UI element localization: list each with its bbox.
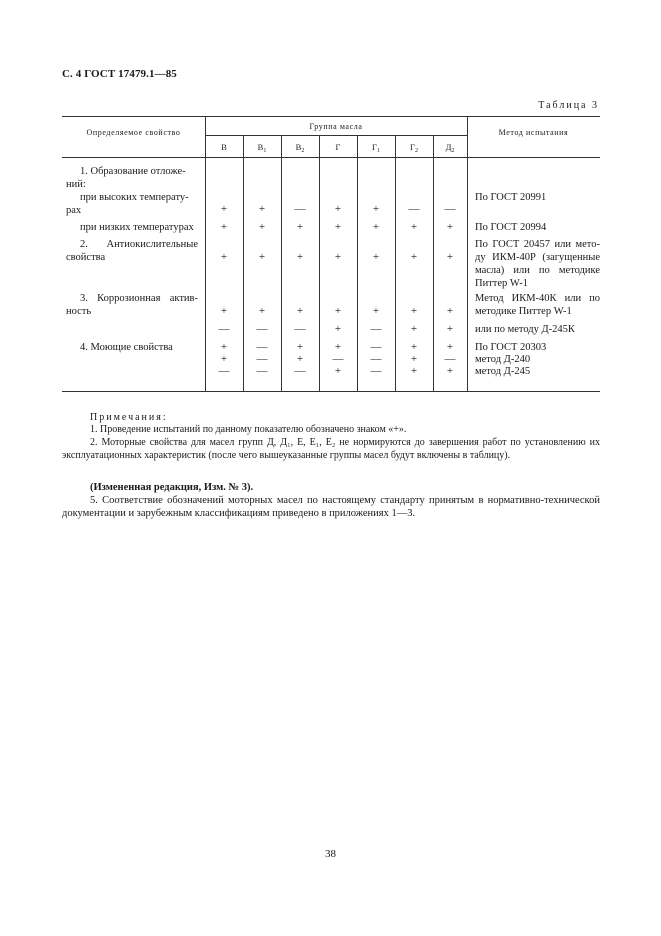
mark-wash_3-col-2: — [256,365,268,377]
page-header: С. 4 ГОСТ 17479.1—85 [62,68,177,80]
method-antiox-line-2: ду ИКМ-40Р (загущенные [475,252,600,263]
mark-wash_2-col-2: — [256,353,268,365]
mark-wash_2-col-1: + [220,353,228,365]
mark-corr_1-col-1: + [220,305,228,317]
mark-wash_3-col-4: + [334,365,342,377]
method-washing-3: метод Д-245 [475,366,531,377]
mark-corr_2-col-1: — [218,323,230,335]
revision-note: (Измененная редакция, Изм. № 3). [90,482,254,493]
mark-antiox-col-5: + [372,251,380,263]
mark-corr_1-col-5: + [372,305,380,317]
mark-corr_1-col-4: + [334,305,342,317]
mark-high_temp-col-1: + [220,203,228,215]
table-top-rule [62,116,600,117]
mark-wash_3-col-5: — [370,365,382,377]
mark-antiox-col-4: + [334,251,342,263]
mark-wash_2-col-7: — [444,353,456,365]
note-2: 2. Моторные свойства для масел групп Д, Д₁, Е, Е₁, Е₂ не нормируются до завершения работ по установлению их эксплуатационных характеристик (после чего вышеуказанные группы масел будут включены в таблицу). [62,437,600,461]
mark-corr_1-col-2: + [258,305,266,317]
method-corrosion-line-1: Метод ИКМ-40К или по [475,293,600,304]
mark-wash_1-col-7: + [446,341,454,353]
row-title-antiox-b: свойства [66,252,106,263]
method-low-temp: По ГОСТ 20994 [475,222,547,233]
mark-low_temp-col-5: + [372,221,380,233]
mark-wash_2-col-5: — [370,353,382,365]
row-title-corrosion-b: ность [66,306,92,317]
mark-corr_2-col-4: + [334,323,342,335]
mark-low_temp-col-6: + [410,221,418,233]
page-number: 38 [325,848,336,860]
mark-low_temp-col-4: + [334,221,342,233]
row-sub-low-temp: при низких температурах [80,222,194,233]
mark-wash_2-col-6: + [410,353,418,365]
mark-antiox-col-3: + [296,251,304,263]
mark-wash_1-col-5: — [370,341,382,353]
column-header-method: Метод испытания [498,128,569,137]
method-antiox-line-4: Питтер W-1 [475,278,528,289]
row-sub-high-temp-a: при высоких температу- [80,192,189,203]
note-1: 1. Проведение испытаний по данному показателю обозначено знаком «+». [90,424,407,435]
mark-high_temp-col-7: — [444,203,456,215]
mark-low_temp-col-7: + [446,221,454,233]
mark-wash_1-col-2: — [256,341,268,353]
mark-corr_2-col-7: + [446,323,454,335]
row-title-corrosion-a: 3. Коррозионная актив- [80,293,198,304]
group-header-g2: $Г_2$ [410,142,418,154]
row-title-deposits-a: 1. Образование отложе- [80,166,186,177]
mark-high_temp-col-2: + [258,203,266,215]
group-header-v: В [221,142,227,152]
table-bottom-rule [62,391,600,392]
mark-wash_1-col-1: + [220,341,228,353]
group-header-v2: $В_2$ [295,142,305,154]
mark-antiox-col-2: + [258,251,266,263]
mark-high_temp-col-3: — [294,203,306,215]
mark-wash_2-col-3: + [296,353,304,365]
group-header-v1: $В_1$ [257,142,267,154]
mark-corr_2-col-2: — [256,323,268,335]
mark-low_temp-col-3: + [296,221,304,233]
col-divider-method [467,116,468,391]
mark-corr_2-col-5: — [370,323,382,335]
mark-wash_3-col-6: + [410,365,418,377]
paragraph-5: 5. Соответствие обозначений моторных масел по настоящему стандарту принятым в нормативно-технической документации и зарубежным классификациям приведено в приложениях 1—3. [62,495,600,519]
group-header-rule [205,135,467,136]
table-caption: Таблица 3 [538,100,599,111]
mark-wash_3-col-3: — [294,365,306,377]
mark-corr_2-col-6: + [410,323,418,335]
mark-high_temp-col-4: + [334,203,342,215]
group-header-g: Г [335,142,341,152]
mark-high_temp-col-6: — [408,203,420,215]
notes-heading: Примечания: [90,412,168,423]
mark-antiox-col-1: + [220,251,228,263]
mark-wash_1-col-6: + [410,341,418,353]
mark-corr_1-col-7: + [446,305,454,317]
method-washing-1: По ГОСТ 20303 [475,342,547,353]
mark-antiox-col-6: + [410,251,418,263]
mark-high_temp-col-5: + [372,203,380,215]
group-header-d2: $Д_2$ [445,142,455,154]
mark-corr_1-col-3: + [296,305,304,317]
row-sub-high-temp-b: рах [66,205,82,216]
row-title-deposits-b: ний: [66,179,86,190]
mark-wash_2-col-4: — [332,353,344,365]
method-washing-2: метод Д-240 [475,354,531,365]
column-header-property: Определяемое свойство [86,128,181,137]
mark-wash_3-col-1: — [218,365,230,377]
mark-corr_1-col-6: + [410,305,418,317]
mark-corr_2-col-3: — [294,323,306,335]
table-header-bottom-rule [62,157,600,158]
method-corrosion-line-2: методике Питтер W-1 [475,306,572,317]
mark-antiox-col-7: + [446,251,454,263]
method-antiox-line-1: По ГОСТ 20457 или мето- [475,239,600,250]
row-title-antiox-a: 2. Антиокислительные [80,239,198,250]
method-corrosion-alt: или по методу Д-245К [475,324,575,335]
mark-low_temp-col-2: + [258,221,266,233]
column-header-group: Группа масла [309,122,363,131]
mark-wash_1-col-3: + [296,341,304,353]
mark-low_temp-col-1: + [220,221,228,233]
method-antiox-line-3: масла) или по методике [475,265,600,276]
group-header-g1: $Г_1$ [372,142,380,154]
row-title-washing: 4. Моющие свойства [80,342,173,353]
method-high-temp: По ГОСТ 20991 [475,192,547,203]
mark-wash_3-col-7: + [446,365,454,377]
mark-wash_1-col-4: + [334,341,342,353]
